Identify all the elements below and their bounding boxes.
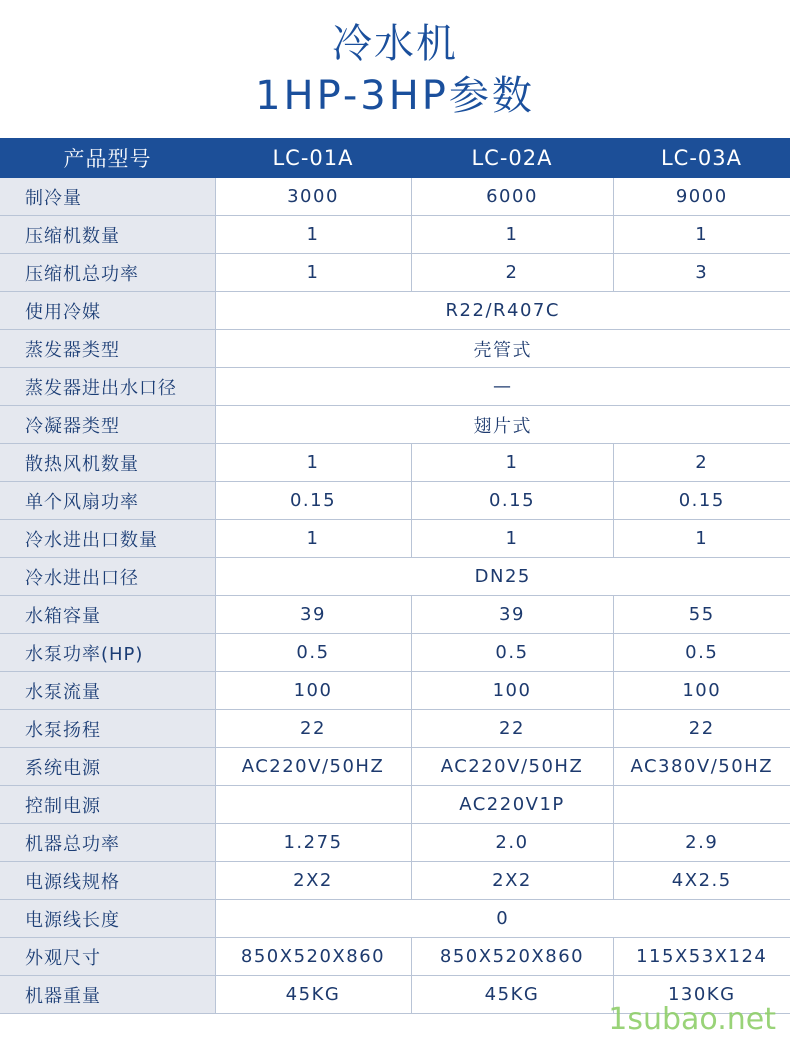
row-value: 0.15 xyxy=(411,482,613,520)
row-value: 3000 xyxy=(215,178,411,216)
row-value: 1 xyxy=(215,254,411,292)
table-row xyxy=(0,482,790,520)
row-value: 22 xyxy=(411,710,613,748)
row-value: 850X520X860 xyxy=(215,938,411,976)
title-main: 冷水机 xyxy=(332,21,458,67)
row-label: 压缩机数量 xyxy=(0,216,215,254)
row-value: 2.0 xyxy=(411,824,613,862)
row-value: 1 xyxy=(613,216,790,254)
row-value: 22 xyxy=(215,710,411,748)
row-value: 0.5 xyxy=(613,634,790,672)
row-value: AC380V/50HZ xyxy=(613,748,790,786)
row-value-merged: R22/R407C xyxy=(215,292,790,330)
row-value: 0.5 xyxy=(411,634,613,672)
row-value: AC220V/50HZ xyxy=(411,748,613,786)
header-model-label: 产品型号 xyxy=(0,138,215,178)
row-value: AC220V1P xyxy=(411,786,613,824)
row-value: 45KG xyxy=(411,976,613,1014)
row-label: 水箱容量 xyxy=(0,596,215,634)
row-value: 100 xyxy=(613,672,790,710)
row-value: 1 xyxy=(411,520,613,558)
row-label: 冷凝器类型 xyxy=(0,406,215,444)
table-row xyxy=(0,748,790,786)
row-value: 55 xyxy=(613,596,790,634)
row-label: 蒸发器类型 xyxy=(0,330,215,368)
row-value: 0.15 xyxy=(613,482,790,520)
table-row xyxy=(0,444,790,482)
row-value: 39 xyxy=(411,596,613,634)
row-value: 6000 xyxy=(411,178,613,216)
row-label: 水泵扬程 xyxy=(0,710,215,748)
row-value: 2 xyxy=(411,254,613,292)
row-label: 控制电源 xyxy=(0,786,215,824)
row-label: 水泵流量 xyxy=(0,672,215,710)
table-row xyxy=(0,254,790,292)
table-row xyxy=(0,520,790,558)
row-label: 水泵功率(HP) xyxy=(0,634,215,672)
row-value-merged: 壳管式 xyxy=(215,330,790,368)
row-value-merged: — xyxy=(215,368,790,406)
row-value: 1 xyxy=(613,520,790,558)
table-header-row xyxy=(0,138,790,178)
watermark-text: 1subao.net xyxy=(608,1002,776,1037)
row-label: 制冷量 xyxy=(0,178,215,216)
row-value: 0.15 xyxy=(215,482,411,520)
table-row xyxy=(0,216,790,254)
row-value: 115X53X124 xyxy=(613,938,790,976)
row-label: 单个风扇功率 xyxy=(0,482,215,520)
table-row xyxy=(0,824,790,862)
table-row xyxy=(0,368,790,406)
row-value: 2X2 xyxy=(411,862,613,900)
row-value: 100 xyxy=(411,672,613,710)
row-value: 9000 xyxy=(613,178,790,216)
header-lc-03a: LC-03A xyxy=(613,138,790,178)
table-row xyxy=(0,406,790,444)
title-subtitle: 1HP-3HP参数 xyxy=(255,73,535,119)
row-label: 电源线长度 xyxy=(0,900,215,938)
row-value: AC220V/50HZ xyxy=(215,748,411,786)
page-title xyxy=(0,20,790,120)
row-label: 外观尺寸 xyxy=(0,938,215,976)
row-value: 4X2.5 xyxy=(613,862,790,900)
row-value: 850X520X860 xyxy=(411,938,613,976)
table-row xyxy=(0,786,790,824)
row-value xyxy=(215,786,411,824)
row-label: 蒸发器进出水口径 xyxy=(0,368,215,406)
row-value: 1 xyxy=(215,444,411,482)
header-lc-02a: LC-02A xyxy=(411,138,613,178)
row-value: 2.9 xyxy=(613,824,790,862)
row-value-merged: DN25 xyxy=(215,558,790,596)
spec-table xyxy=(0,138,790,1014)
row-value: 2X2 xyxy=(215,862,411,900)
table-row xyxy=(0,710,790,748)
table-row xyxy=(0,330,790,368)
row-label: 压缩机总功率 xyxy=(0,254,215,292)
row-value: 3 xyxy=(613,254,790,292)
row-value: 1 xyxy=(411,444,613,482)
table-row xyxy=(0,178,790,216)
table-row xyxy=(0,596,790,634)
row-value: 2 xyxy=(613,444,790,482)
table-row xyxy=(0,292,790,330)
table-row xyxy=(0,634,790,672)
table-row xyxy=(0,862,790,900)
row-label: 冷水进出口径 xyxy=(0,558,215,596)
row-label: 机器重量 xyxy=(0,976,215,1014)
row-label: 散热风机数量 xyxy=(0,444,215,482)
row-value xyxy=(613,786,790,824)
row-value-merged: 0 xyxy=(215,900,790,938)
row-value: 1.275 xyxy=(215,824,411,862)
row-label: 使用冷媒 xyxy=(0,292,215,330)
row-value: 45KG xyxy=(215,976,411,1014)
row-value: 0.5 xyxy=(215,634,411,672)
row-label: 系统电源 xyxy=(0,748,215,786)
row-value: 1 xyxy=(215,520,411,558)
row-label: 电源线规格 xyxy=(0,862,215,900)
row-value: 130KG xyxy=(613,976,790,1014)
row-value: 1 xyxy=(215,216,411,254)
row-value: 1 xyxy=(411,216,613,254)
table-row xyxy=(0,938,790,976)
row-value-merged: 翅片式 xyxy=(215,406,790,444)
table-row xyxy=(0,900,790,938)
row-value: 22 xyxy=(613,710,790,748)
header-lc-01a: LC-01A xyxy=(215,138,411,178)
table-row xyxy=(0,558,790,596)
table-row xyxy=(0,672,790,710)
table-body xyxy=(0,178,790,1014)
row-label: 冷水进出口数量 xyxy=(0,520,215,558)
row-value: 39 xyxy=(215,596,411,634)
row-value: 100 xyxy=(215,672,411,710)
row-label: 机器总功率 xyxy=(0,824,215,862)
